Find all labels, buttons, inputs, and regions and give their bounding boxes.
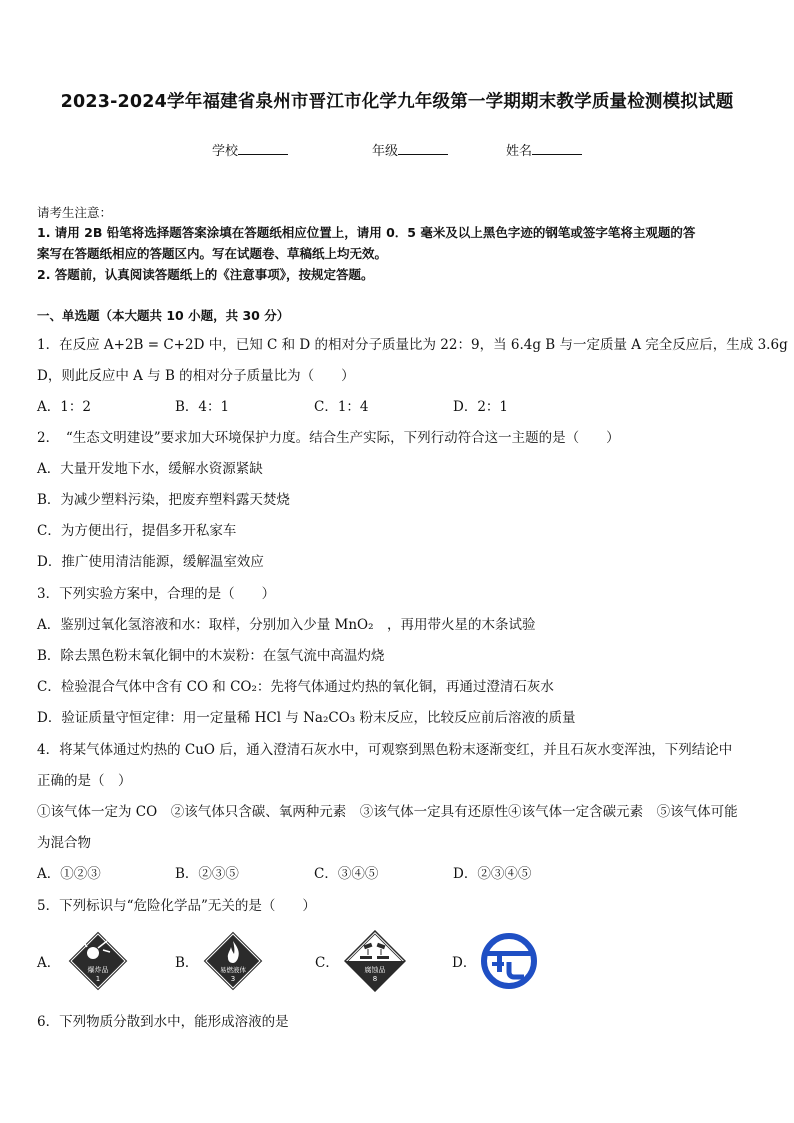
q4-option-b[interactable]: B．②③⑤ <box>175 866 239 882</box>
school-field[interactable]: 学校 <box>212 140 288 159</box>
explosive-hazard-sign-icon <box>67 930 129 992</box>
sign-a-number: 1 <box>95 975 101 983</box>
q1-stem-line-1: 1．在反应 A+2B = C+2D 中，已知 C 和 D 的相对分子质量比为 22：9，当 6.4g B 与一定质量 A 完全反应后，生成 3.6g <box>37 337 788 353</box>
q4-statements-line-1: ①该气体一定为 CO ②该气体只含碳、氧两种元素 ③该气体一定具有还原性④该气体一定含碳元素 ⑤该气体可能 <box>37 804 738 820</box>
q6-stem: 6．下列物质分散到水中，能形成溶液的是 <box>37 1014 289 1030</box>
notice-item-1-line-1: 1. 请用 2B 铅笔将选择题答案涂填在答题纸相应位置上，请用 0．5 毫米及以上黑色字迹的钢笔或签字笔将主观题的答 <box>37 225 696 240</box>
q4-option-d[interactable]: D．②③④⑤ <box>453 866 532 882</box>
section-title: 一、单选题（本大题共 10 小题，共 30 分） <box>37 308 290 323</box>
q2-option-c[interactable]: C．为方便出行，提倡多开私家车 <box>37 523 237 539</box>
q4-statements-line-2: 为混合物 <box>37 835 91 851</box>
q2-option-d[interactable]: D．推广使用清洁能源，缓解温室效应 <box>37 554 264 570</box>
page-title: 2023-2024学年福建省泉州市晋江市化学九年级第一学期期末教学质量检测模拟试题 <box>60 92 734 112</box>
q5-option-b[interactable]: B． 易燃液体 3 <box>175 930 275 990</box>
corrosive-sign-icon <box>344 930 406 992</box>
notice-item-1-line-2: 案写在答题纸相应的答题区内。写在试题卷、草稿纸上均无效。 <box>37 246 388 261</box>
q5-option-c[interactable]: C． 腐蚀品 8 <box>315 930 415 990</box>
q2-stem: 2． “生态文明建设”要求加大环境保护力度。结合生产实际，下列行动符合这一主题的是（ ） <box>37 430 620 446</box>
q3-option-c[interactable]: C．检验混合气体中含有 CO 和 CO₂：先将气体通过灼热的氧化铜，再通过澄清石灰水 <box>37 679 554 695</box>
q1-option-c[interactable]: C．1：4 <box>314 399 369 415</box>
q4-option-c[interactable]: C．③④⑤ <box>314 866 379 882</box>
q5-option-a[interactable]: A． 爆炸品 1 <box>37 930 137 990</box>
sign-c-label: 腐蚀品 <box>364 966 386 974</box>
q4-stem-line-2: 正确的是（ ） <box>37 773 132 789</box>
sign-a-label: 爆炸品 <box>87 966 109 974</box>
notice-item-2: 2. 答题前，认真阅读答题纸上的《注意事项》，按规定答题。 <box>37 267 374 282</box>
q4-stem-line-1: 4．将某气体通过灼热的 CuO 后，通入澄清石灰水中，可观察到黑色粉末逐渐变红，并且石灰水变浑浊，下列结论中 <box>37 742 733 758</box>
q3-option-b[interactable]: B．除去黑色粉末氧化铜中的木炭粉：在氢气流中高温灼烧 <box>37 648 385 664</box>
q1-stem-line-2: D，则此反应中 A 与 B 的相对分子质量比为（ ） <box>37 368 355 384</box>
q2-option-a[interactable]: A．大量开发地下水，缓解水资源紧缺 <box>37 461 263 477</box>
q5-stem: 5．下列标识与“危险化学品”无关的是（ ） <box>37 898 316 914</box>
notice-heading: 请考生注意： <box>37 205 113 220</box>
q5-option-d[interactable]: D． <box>452 930 552 990</box>
student-info-row <box>0 140 794 160</box>
q3-option-a[interactable]: A．鉴别过氧化氢溶液和水：取样，分别加入少量 MnO₂ ，再用带火星的木条试验 <box>37 617 536 633</box>
sign-b-number: 3 <box>230 975 236 983</box>
sign-b-label: 易燃液体 <box>220 966 246 974</box>
q1-option-b[interactable]: B．4：1 <box>175 399 230 415</box>
q4-option-a[interactable]: A．①②③ <box>37 866 101 882</box>
q2-option-b[interactable]: B．为减少塑料污染，把废弃塑料露天焚烧 <box>37 492 290 508</box>
flammable-liquid-sign-icon <box>202 930 264 992</box>
q1-option-d[interactable]: D．2：1 <box>453 399 509 415</box>
q1-option-a[interactable]: A．1：2 <box>37 399 91 415</box>
sign-c-number: 8 <box>372 975 378 983</box>
q3-option-d[interactable]: D．验证质量守恒定律：用一定量稀 HCl 与 Na₂CO₃ 粉末反应，比较反应前后溶液的质量 <box>37 710 576 726</box>
q3-stem: 3．下列实验方案中，合理的是（ ） <box>37 586 276 602</box>
name-field[interactable]: 姓名 <box>506 140 582 159</box>
transit-logo-icon <box>480 932 538 990</box>
grade-field[interactable]: 年级 <box>372 140 448 159</box>
